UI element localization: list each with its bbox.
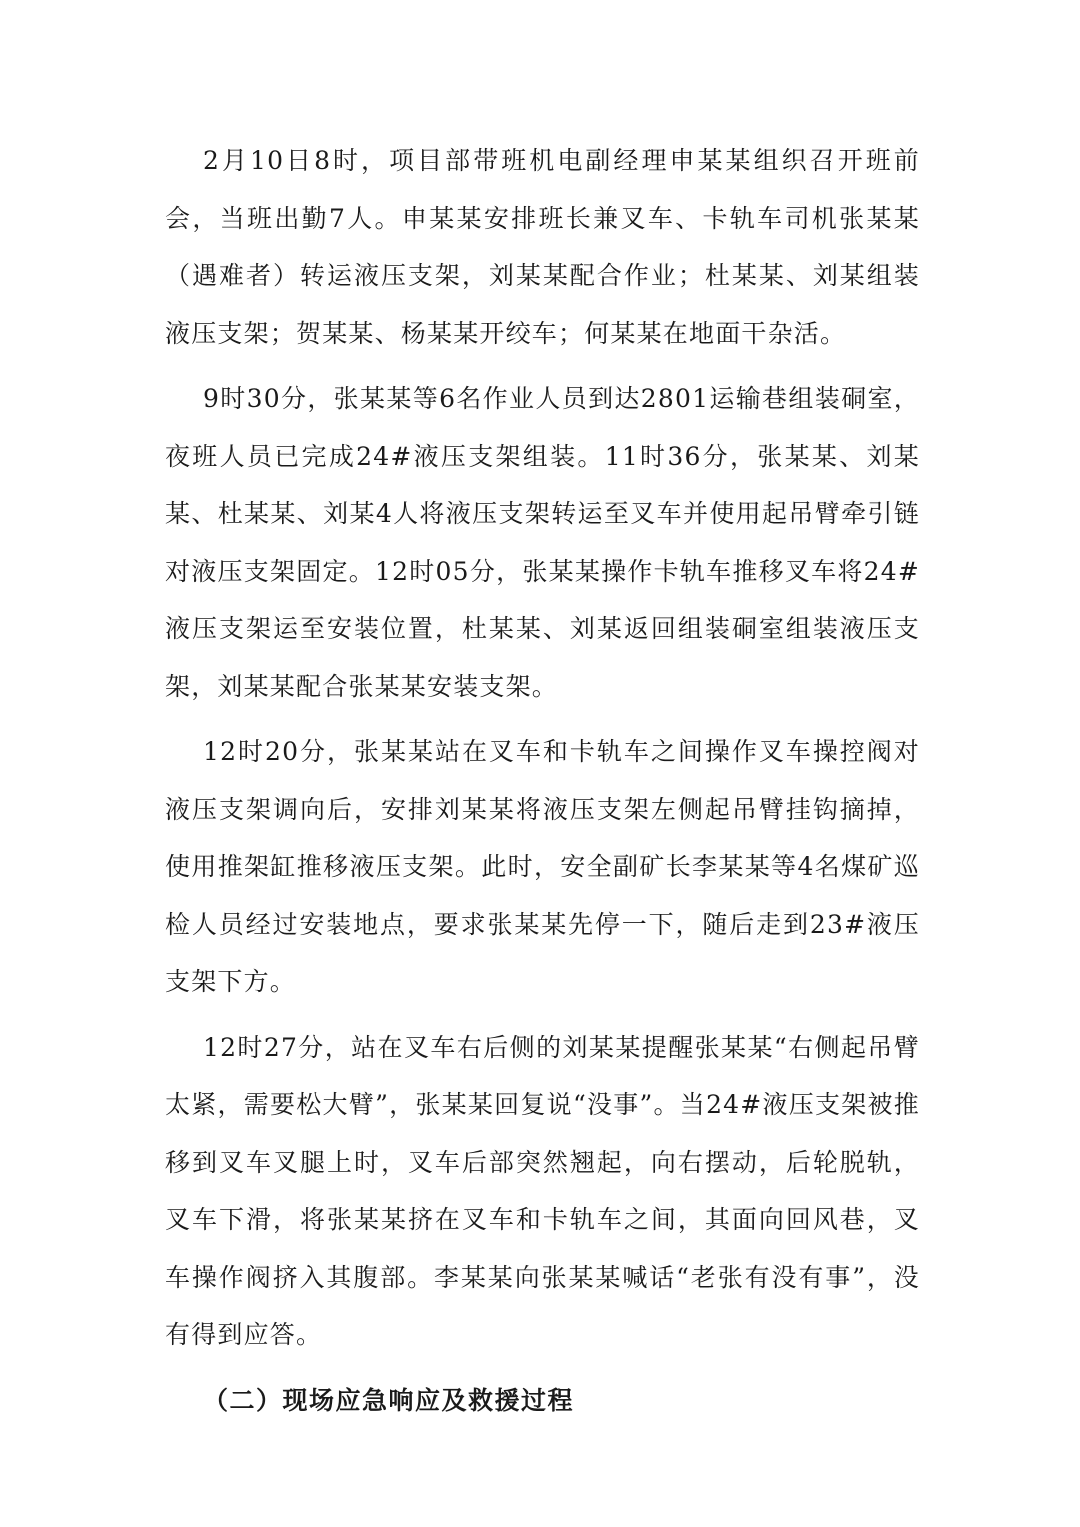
paragraph-adjustment: 12时20分，张某某站在叉车和卡轨车之间操作叉车操控阀对液压支架调向后，安排刘某某将液压支架左侧起吊臂挂钩摘掉，使用推架缸推移液压支架。此时，安全副矿长李某某等4名煤矿巡检人员经过安装地点，要求张某某先停一下，随后走到23#液压支架下方。	[165, 737, 920, 996]
paragraph-shift-meeting: 2月10日8时，项目部带班机电副经理申某某组织召开班前会，当班出勤7人。申某某安排班长兼叉车、卡轨车司机张某某（遇难者）转运液压支架，刘某某配合作业；杜某某、刘某组装液压支架；贺某某、杨某某开绞车；何某某在地面干杂活。	[165, 146, 920, 348]
section-heading: （二）现场应急响应及救援过程	[203, 1385, 575, 1415]
document-page	[165, 132, 920, 1429]
paragraph-accident: 12时27分，站在叉车右后侧的刘某某提醒张某某“右侧起吊臂太紧，需要松大臂”，张某某回复说“没事”。当24#液压支架被推移到叉车叉腿上时，叉车后部突然翘起，向右摆动，后轮脱轨，叉车下滑，将张某某挤在叉车和卡轨车之间，其面向回风巷，叉车操作阀挤入其腹部。李某某向张某某喊话“老张有没有事”，没有得到应答。	[165, 1032, 920, 1349]
paragraph-transport: 9时30分，张某某等6名作业人员到达2801运输巷组装硐室，夜班人员已完成24#液压支架组装。11时36分，张某某、刘某某、杜某某、刘某4人将液压支架转运至叉车并使用起吊臂牵引链对液压支架固定。12时05分，张某某操作卡轨车推移叉车将24#液压支架运至安装位置，杜某某、刘某返回组装硐室组装液压支架，刘某某配合张某某安装支架。	[165, 384, 920, 701]
